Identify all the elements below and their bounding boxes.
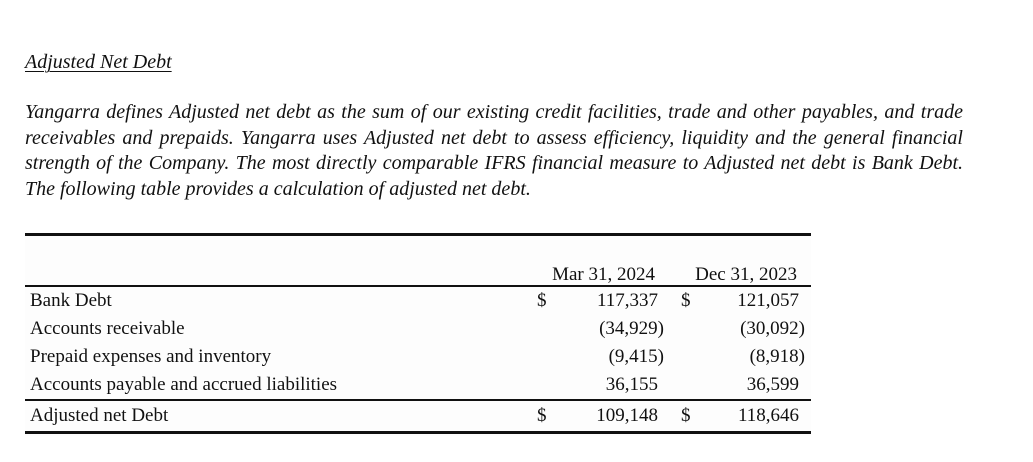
adjusted-net-debt-table [25,233,811,436]
currency-symbol: $ [537,290,547,311]
row-label: Accounts payable and accrued liabilities [30,374,338,395]
section-paragraph: Yangarra defines Adjusted net debt as the sum of our existing credit facilities, trade and other payables, and trade receivables and prepaids. Yangarra uses Adjusted net debt to assess efficiency, liquidity and the general financial strength of the Company. The most directly comparable IFRS financial measure to Adjusted net debt is Bank Debt. The following table provides a calculation of adjusted net debt. [25,101,963,200]
table-top-rule [25,233,811,236]
value-mar-2024: (34,929) [599,318,664,339]
table-row [25,315,811,343]
table-row [25,343,811,371]
currency-symbol: $ [681,290,691,311]
total-dec-2023: 118,646 [737,405,799,426]
column-header-mar-2024: Mar 31, 2024 [552,264,655,285]
value-dec-2023: (30,092) [740,318,805,339]
section-heading: Adjusted Net Debt [25,51,172,73]
value-mar-2024: (9,415) [608,346,664,367]
subtotal-rule [25,399,811,401]
value-dec-2023: 36,599 [746,374,799,395]
row-label: Prepaid expenses and inventory [30,346,272,367]
total-label: Adjusted net Debt [30,405,169,426]
total-mar-2024: 109,148 [596,405,658,426]
currency-symbol: $ [537,405,547,426]
row-label: Accounts receivable [30,318,185,339]
table-row [25,371,811,399]
total-row [25,402,811,430]
value-dec-2023: (8,918) [749,346,805,367]
value-mar-2024: 36,155 [605,374,658,395]
column-header-dec-2023: Dec 31, 2023 [695,264,797,285]
currency-symbol: $ [681,405,691,426]
row-label: Bank Debt [30,290,112,311]
value-mar-2024: 117,337 [596,290,658,311]
table-row [25,287,811,315]
value-dec-2023: 121,057 [737,290,799,311]
table-bottom-rule [25,431,811,434]
